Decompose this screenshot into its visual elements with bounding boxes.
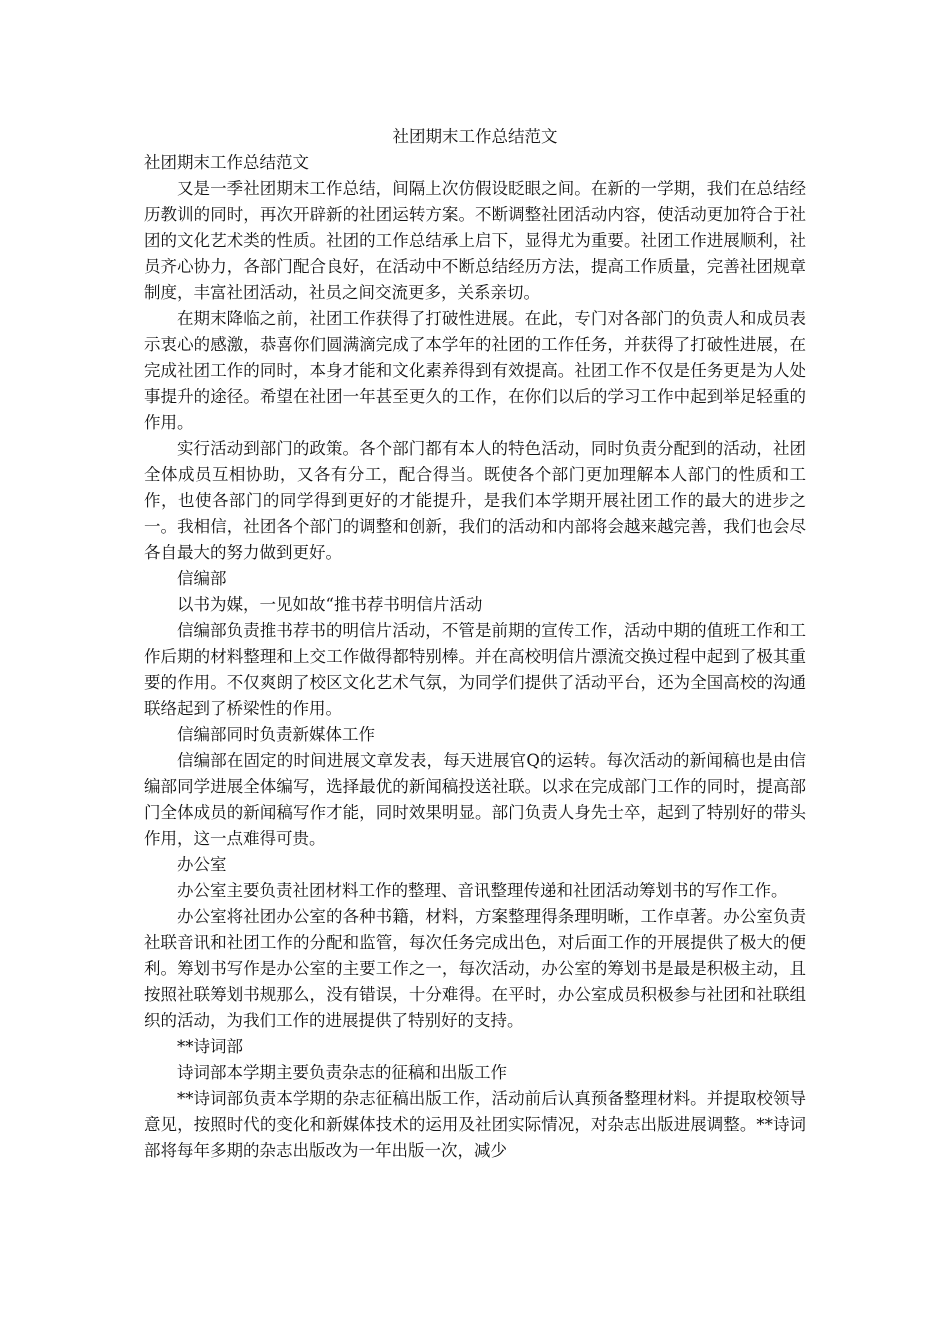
paragraph: **诗词部负责本学期的杂志征稿出版工作，活动前后认真预备整理材料。并提取校领导意见，按照时代的变化和新媒体技术的运用及社团实际情况，对杂志出版进展调整。**诗词部将每年多期的杂志出版改为一年出版一次，减少 — [144, 1089, 806, 1160]
section-heading: 以书为媒，一见如故“推书荐书明信片活动 — [177, 595, 483, 614]
paragraph: 办公室主要负责社团材料工作的整理、音讯整理传递和社团活动筹划书的写作工作。 — [177, 881, 788, 900]
document-subtitle: 社团期末工作总结范文 — [144, 153, 309, 172]
section-heading: 信编部 — [177, 569, 227, 588]
paragraph: 又是一季社团期末工作总结，间隔上次仿假设眨眼之间。在新的一学期，我们在总结经历教训的同时，再次开辟新的社团运转方案。不断调整社团活动内容，使活动更加符合于社团的文化艺术类的性质。社团的工作总结承上启下，显得尤为重要。社团工作进展顺利，社员齐心协力，各部门配合良好，在活动中不断总结经历方法，提高工作质量，完善社团规章制度，丰富社团活动，社员之间交流更多，关系亲切。 — [144, 179, 806, 302]
document-body — [144, 124, 806, 1164]
paragraph: 在期末降临之前，社团工作获得了打破性进展。在此，专门对各部门的负责人和成员表示衷心的感激，恭喜你们圆满滴完成了本学年的社团的工作任务，并获得了打破性进展，在完成社团工作的同时，本身才能和文化素养得到有效提高。社团工作不仅是任务更是为人处事提升的途径。希望在社团一年甚至更久的工作，在你们以后的学习工作中起到举足轻重的作用。 — [144, 309, 806, 432]
paragraph: 实行活动到部门的政策。各个部门都有本人的特色活动，同时负责分配到的活动，社团全体成员互相协助，又各有分工，配合得当。既使各个部门更加理解本人部门的性质和工作，也使各部门的同学得到更好的才能提升，是我们本学期开展社团工作的最大的进步之一。我相信，社团各个部门的调整和创新，我们的活动和内部将会越来越完善，我们也会尽各自最大的努力做到更好。 — [144, 439, 806, 562]
paragraph: 信编部在固定的时间进展文章发表，每天进展官Q的运转。每次活动的新闻稿也是由信编部同学进展全体编写，选择最优的新闻稿投送社联。以求在完成部门工作的同时，提高部门全体成员的新闻稿写作才能，同时效果明显。部门负责人身先士卒，起到了特别好的带头作用，这一点难得可贵。 — [144, 751, 806, 848]
section-heading: 信编部同时负责新媒体工作 — [177, 725, 375, 744]
paragraph: 办公室将社团办公室的各种书籍，材料，方案整理得条理明晰，工作卓著。办公室负责社联音讯和社团工作的分配和监管，每次任务完成出色，对后面工作的开展提供了极大的便利。筹划书写作是办公室的主要工作之一，每次活动，办公室的筹划书是最是积极主动，且按照社联筹划书规那么，没有错误，十分难得。在平时，办公室成员积极参与社团和社联组织的活动，为我们工作的进展提供了特别好的支持。 — [144, 907, 806, 1030]
section-heading: 诗词部本学期主要负责杂志的征稿和出版工作 — [177, 1063, 507, 1082]
paragraph: 信编部负责推书荐书的明信片活动，不管是前期的宣传工作，活动中期的值班工作和工作后期的材料整理和上交工作做得都特别棒。并在高校明信片漂流交换过程中起到了极其重要的作用。不仅爽朗了校区文化艺术气氛，为同学们提供了活动平台，还为全国高校的沟通联络起到了桥梁性的作用。 — [144, 621, 806, 718]
document-blocks — [144, 176, 806, 1164]
section-heading: 办公室 — [177, 855, 227, 874]
document-title: 社团期末工作总结范文 — [392, 127, 558, 146]
section-heading: **诗词部 — [177, 1037, 243, 1056]
